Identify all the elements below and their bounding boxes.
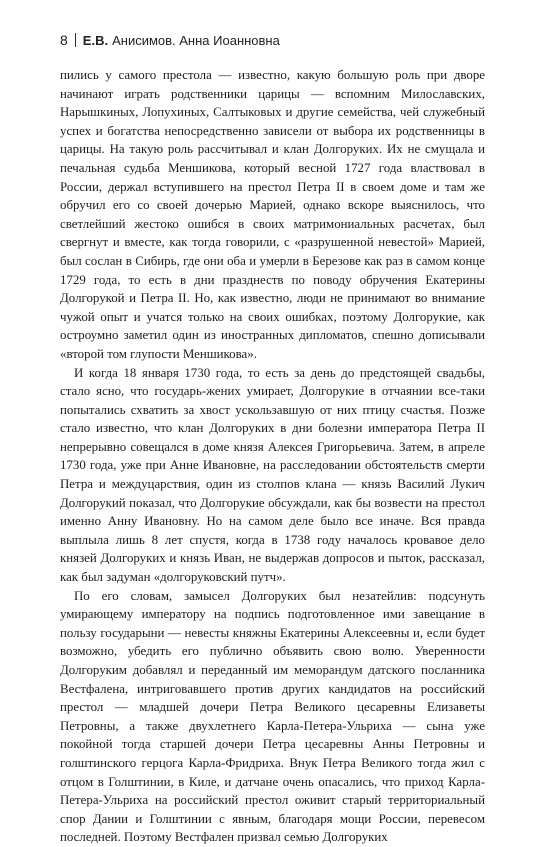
header-divider <box>75 33 76 47</box>
paragraph-2: И когда 18 января 1730 года, то есть за день до предстоящей свадьбы, стало ясно, что государь-жених умирает, Долгорукие в отчаянии все-таки попытались схватить за хвост ускользавшую от них птицу счастья. Позже стало известно, что клан Долгоруких в дни болезни императора Петра II непрерывно совещался в доме князя Алексея Григорьевича. Затем, в апреле 1730 года, уже при Анне Ивановне, на расследовании обстоятельств смерти Петра и междуцарствия, один из столпов клана — князь Василий Лукич Долгорукий показал, что Долгорукие обсуждали, как бы возвести на престол именно Анну Ивановну. Но на самом деле было все иначе. Вся правда выплыла лишь 8 лет спустя, когда в 1738 году началось кровавое дело князей Долгоруких и князь Иван, не выдержав допросов и пыток, рассказал, как был задуман «долгоруковский путч». <box>60 365 485 585</box>
running-header <box>60 30 485 50</box>
page-number: 8 <box>60 32 68 48</box>
paragraph-3: По его словам, замысел Долгоруких был незатейлив: подсунуть умирающему императору на подпись подготовленное ими завещание в пользу государыни — невесты княжны Екатерины Алексеевны и, если будет возможно, убедить его публично объявить свою волю. Уверенности Долгоруким добавлял и переданный им меморандум датского посланника Вестфалена, интриговавшего против других кандидатов на российский престол — младшей дочери Петра Великого цесаревны Елизаветы Петровны, а также двухлетнего Карла-Петера-Ульриха — сына уже покойной тогда старшей дочери Петра цесаревны Анны Петровны и голштинского герцога Карла-Фридриха. Внук Петра Великого тогда жил с отцом в Голштинии, в Киле, и датчане очень опасались, что приход Карла-Петера-Ульриха на российский престол оживит старый территориальный спор Дании и Голштинии с явным, благодаря мощи России, перевесом последней. Поэтому Вестфален призвал семью Долгоруких <box>60 588 485 845</box>
paragraph-1: пились у самого престола — известно, какую большую роль при дворе начинают играть родственники царицы — вспомним Милославских, Нарышкиных, Лопухиных, Салтыковых и другие семейства, чей служебный успех и богатства непосредственно зависели от выбора их родственницы в царицы. На такую роль рассчитывал и клан Долгоруких. Их не смущала и печальная судьба Меншикова, который весной 1727 года властвовал в России, держал вступившего на престол Петра II в своем доме и там же обручил его со своей дочерью Марией, однако вскоре выяснилось, что светлейший жестоко ошибся в своих матримониальных расчетах, был свергнут и вместе, как тогда говорили, с «разрушенной невестой» Марией, был сослан в Сибирь, где они оба и умерли в Березове как раз в самом конце 1729 года, то есть в дни празднеств по поводу обручения Екатерины Долгорукой и Петра II. Но, как известно, люди не принимают во внимание чужой опыт и учатся только на своих ошибках, поэтому Долгорукие, как остроумно заметил один из иностранных дипломатов, спешно дописывали «второй том глупости Меншикова». <box>60 68 485 361</box>
header-author-initials: Е.В. <box>82 32 109 48</box>
book-page <box>60 30 485 847</box>
body-text <box>60 66 485 847</box>
header-author-title: Анисимов. Анна Иоанновна <box>112 32 280 48</box>
